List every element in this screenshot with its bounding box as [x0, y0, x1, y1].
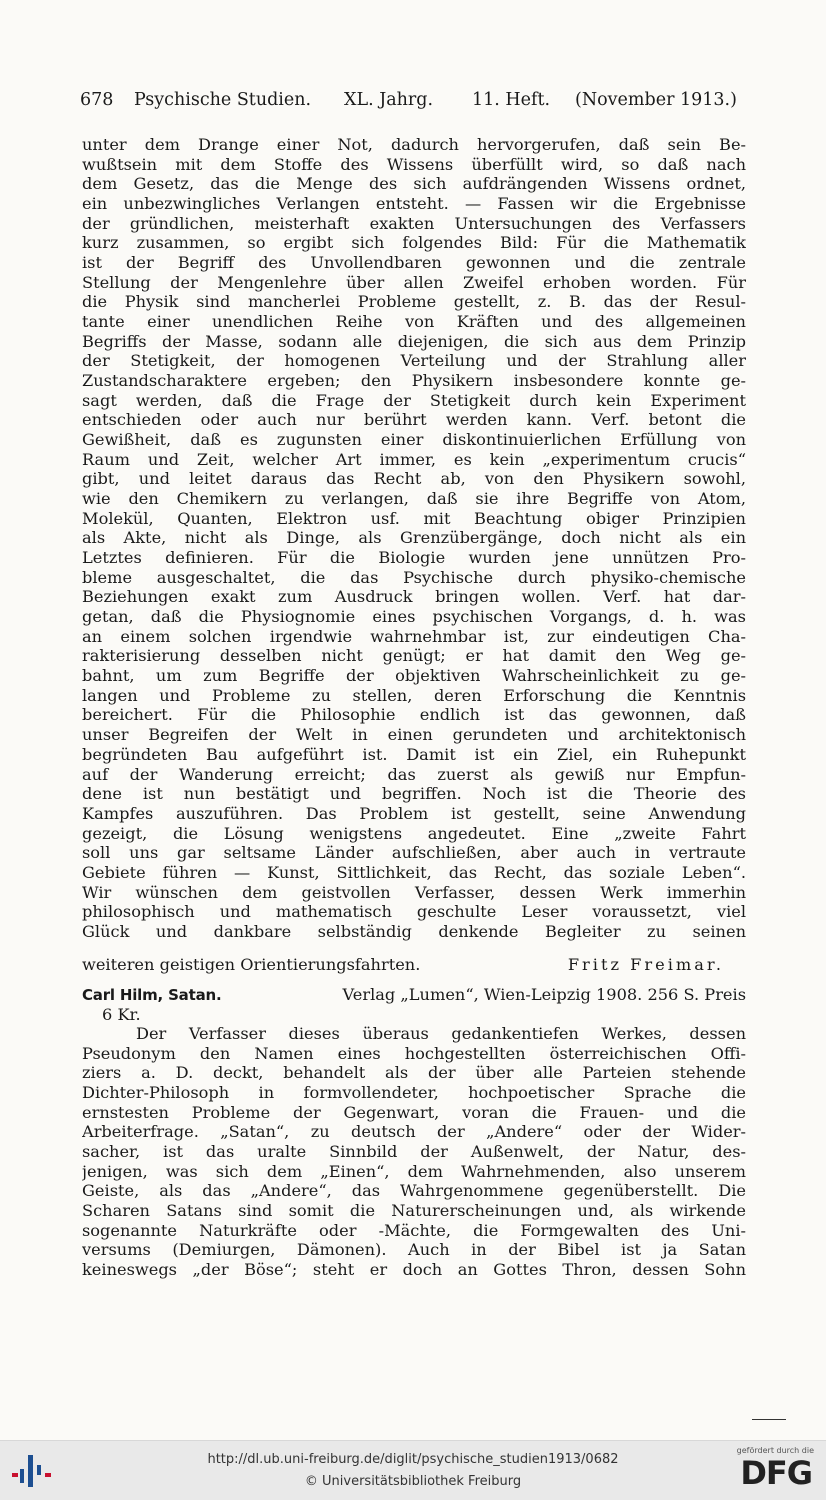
- issue-date: (November 1913.): [575, 90, 737, 110]
- text-line: ist der Begriff des Unvollendbaren gewonnen und die zentrale: [82, 253, 746, 273]
- text-line: gezeigt, die Lösung wenigstens angedeutet. Eine „zweite Fahrt: [82, 823, 746, 843]
- volume-label: XL. Jahrg.: [344, 90, 434, 110]
- page-number: 678: [80, 90, 114, 110]
- review-price: 6 Kr.: [102, 1004, 141, 1024]
- text-line: der Stetigkeit, der homogenen Verteilung und der Strahlung aller: [82, 351, 746, 371]
- text-line: Beziehungen exakt zum Ausdruck bringen wollen. Verf. hat dar-: [82, 587, 746, 607]
- text-line: ein unbezwingliches Verlangen entsteht. — Fassen wir die Ergebnisse: [82, 194, 746, 214]
- library-footer: [0, 1440, 826, 1500]
- text-line: entschieden oder auch nur berührt werden kann. Verf. betont die: [82, 410, 746, 430]
- text-line: Wir wünschen dem geistvollen Verfasser, dessen Werk immerhin: [82, 882, 746, 902]
- review-publisher: Verlag „Lumen“, Wien-Leipzig 1908. 256 S. Preis: [342, 985, 746, 1004]
- review-title: Carl Hilm, Satan.: [82, 986, 222, 1004]
- footer-rule: [752, 1419, 786, 1420]
- text-line: wie den Chemikern zu verlangen, daß sie ihre Begriffe von Atom,: [82, 489, 746, 509]
- text-line: Dichter-Philosoph in formvollendeter, hochpoetischer Sprache die: [82, 1083, 746, 1103]
- journal-title: Psychische Studien.: [134, 90, 312, 110]
- text-line: Molekül, Quanten, Elektron usf. mit Beachtung obiger Prinzipien: [82, 508, 746, 528]
- text-line: jenigen, was sich dem „Einen“, dem Wahrnehmenden, also unserem: [82, 1161, 746, 1181]
- text-line: der gründlichen, meisterhaft exakten Untersuchungen des Verfassers: [82, 213, 746, 233]
- text-line: bahnt, um zum Begriffe der objektiven Wahrscheinlichkeit zu ge-: [82, 666, 746, 686]
- text-line: rakterisierung desselben nicht genügt; er hat damit den Weg ge-: [82, 646, 746, 666]
- text-line: gibt, und leitet daraus das Recht ab, von den Physikern sowohl,: [82, 469, 746, 489]
- text-line: sogenannte Naturkräfte oder -Mächte, die Formgewalten des Uni-: [82, 1220, 746, 1240]
- text-line: soll uns gar seltsame Länder aufschließen, aber auch in vertraute: [82, 843, 746, 863]
- text-line: dene ist nun bestätigt und begriffen. Noch ist die Theorie des: [82, 784, 746, 804]
- text-line: Begriffs der Masse, sodann alle diejenigen, die sich aus dem Prinzip: [82, 331, 746, 351]
- text-line: Scharen Satans sind somit die Naturerscheinungen und, als wirkende: [82, 1201, 746, 1221]
- text-line: ernstesten Probleme der Gegenwart, voran die Frauen- und die: [82, 1102, 746, 1122]
- text-line: Pseudonym den Namen eines hochgestellten österreichischen Offi-: [82, 1043, 746, 1063]
- text-line: die Physik sind mancherlei Probleme gestellt, z. B. das der Resul-: [82, 292, 746, 312]
- document-url[interactable]: http://dl.ub.uni-freiburg.de/diglit/psychische_studien1913/0682: [207, 1452, 619, 1467]
- text-line: Arbeiterfrage. „Satan“, zu deutsch der „Andere“ oder der Wider-: [82, 1122, 746, 1142]
- text-line: Der Verfasser dieses überaus gedankentiefen Werkes, dessen: [136, 1024, 746, 1043]
- text-line: Letztes definieren. Für die Biologie wurden jene unnützen Pro-: [82, 548, 746, 568]
- copyright-notice: © Universitätsbibliothek Freiburg: [304, 1474, 522, 1489]
- review-entry-heading: [82, 985, 746, 1024]
- text-line: wußtsein mit dem Stoffe des Wissens überfüllt wird, so daß nach: [82, 154, 746, 174]
- review-body: [82, 1024, 746, 1280]
- closing-line: weiteren geistigen Orientierungsfahrten.: [82, 955, 421, 974]
- text-line: an einem solchen irgendwie wahrnehmbar ist, zur eindeutigen Cha-: [82, 626, 746, 646]
- text-line: langen und Probleme zu stellen, deren Erforschung die Kenntnis: [82, 685, 746, 705]
- text-line: unter dem Drange einer Not, dadurch hervorgerufen, daß sein Be-: [82, 135, 746, 154]
- text-line: Geiste, als das „Andere“, das Wahrgenommene gegenüberstellt. Die: [82, 1181, 746, 1201]
- text-line: Stellung der Mengenlehre über allen Zweifel erhoben worden. Für: [82, 272, 746, 292]
- dfg-logo: DFG: [740, 1454, 812, 1492]
- text-line: tante einer unendlichen Reihe von Kräften und des allgemeinen: [82, 312, 746, 332]
- text-line: dem Gesetz, das die Menge des sich aufdrängenden Wissens ordnet,: [82, 174, 746, 194]
- review-closing: [82, 955, 746, 975]
- text-line: Kampfes auszuführen. Das Problem ist gestellt, seine Anwendung: [82, 803, 746, 823]
- issue-label: 11. Heft.: [472, 90, 551, 110]
- text-line: getan, daß die Physiognomie eines psychischen Vorgangs, d. h. was: [82, 607, 746, 627]
- text-line: sagt werden, daß die Frage der Stetigkeit durch kein Experiment: [82, 390, 746, 410]
- text-line: kurz zusammen, so ergibt sich folgendes Bild: Für die Mathematik: [82, 233, 746, 253]
- text-line: philosophisch und mathematisch geschulte Leser voraussetzt, viel: [82, 902, 746, 922]
- text-line: keineswegs „der Böse“; steht er doch an Gottes Thron, dessen Sohn: [82, 1260, 746, 1280]
- text-line: auf der Wanderung erreicht; das zuerst als gewiß nur Empfun-: [82, 764, 746, 784]
- text-line: sacher, ist das uralte Sinnbild der Außenwelt, der Natur, des-: [82, 1142, 746, 1162]
- text-line: als Akte, nicht als Dinge, als Grenzübergänge, doch nicht als ein: [82, 528, 746, 548]
- text-line: bleme ausgeschaltet, die das Psychische durch physiko-chemische: [82, 567, 746, 587]
- text-line: Glück und dankbare selbständig denkende Begleiter zu seinen: [82, 921, 746, 941]
- text-line: bereichert. Für die Philosophie endlich ist das gewonnen, daß: [82, 705, 746, 725]
- text-line: Gewißheit, daß es zugunsten einer diskontinuierlichen Erfüllung von: [82, 430, 746, 450]
- text-line: ziers a. D. deckt, behandelt als der über alle Parteien stehende: [82, 1063, 746, 1083]
- text-line: Zustandscharaktere ergeben; den Physikern insbesondere konnte ge-: [82, 371, 746, 391]
- text-line: Raum und Zeit, welcher Art immer, es kein „experimentum crucis“: [82, 449, 746, 469]
- reviewer-signature: Fritz Freimar.: [567, 955, 724, 974]
- review-body-continued: [82, 135, 746, 942]
- text-line: begründeten Bau aufgeführt ist. Damit ist ein Ziel, ein Ruhepunkt: [82, 744, 746, 764]
- dfg-caption: gefördert durch die: [736, 1446, 814, 1455]
- text-line: versums (Demiurgen, Dämonen). Auch in der Bibel ist ja Satan: [82, 1240, 746, 1260]
- text-line: unser Begreifen der Welt in einen gerundeten und architektonisch: [82, 725, 746, 745]
- text-line: Gebiete führen — Kunst, Sittlichkeit, das Recht, das soziale Leben“.: [82, 862, 746, 882]
